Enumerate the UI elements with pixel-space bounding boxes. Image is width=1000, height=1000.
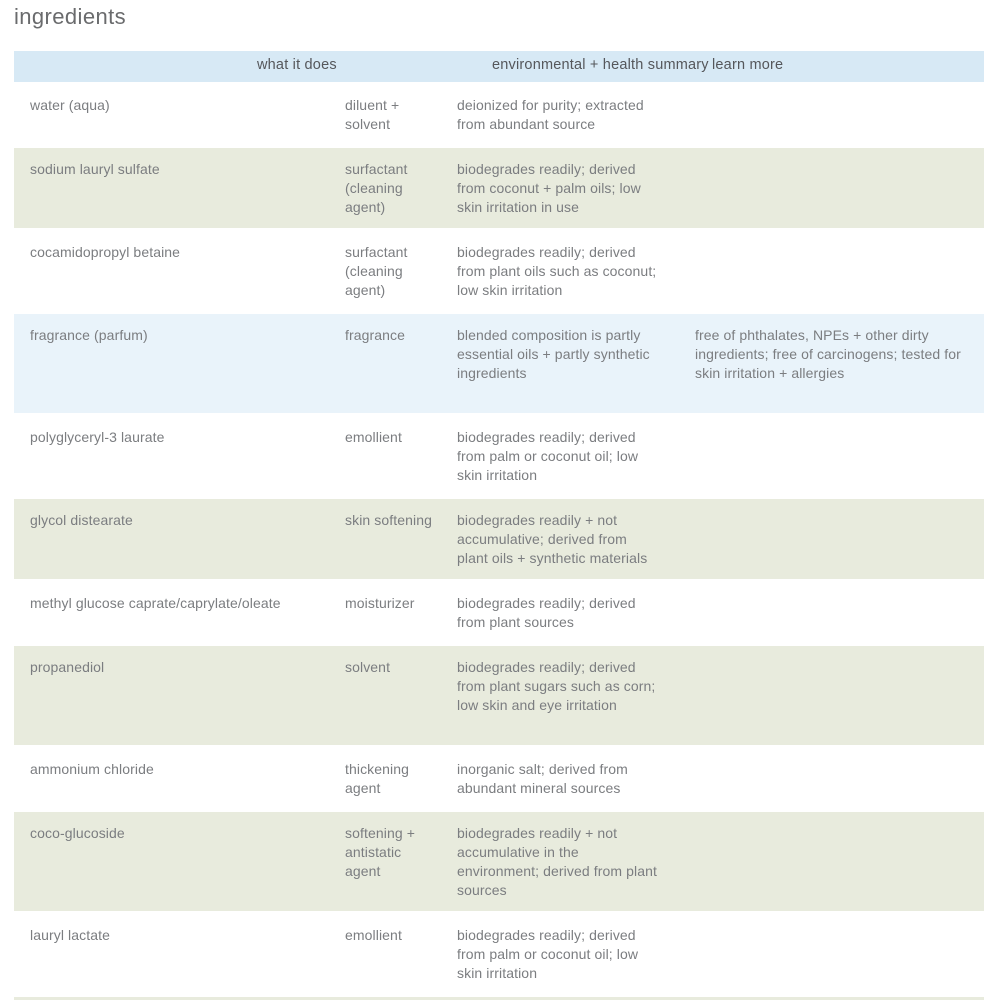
environmental-health-summary-cell: biodegrades readily; derived from plant sugars such as corn; low skin and eye irritation [457,659,656,713]
ingredient-name-cell: cocamidopropyl betaine [30,244,181,260]
learn-more-cell [679,812,984,911]
environmental-health-summary-cell: inorganic salt; derived from abundant mineral sources [457,761,628,796]
ingredient-name-cell: fragrance (parfum) [30,327,148,343]
learn-more-cell [679,148,984,228]
what-it-does-cell: diluent + solvent [345,97,400,132]
learn-more-cell [679,582,984,643]
what-it-does-cell: surfactant (cleaning agent) [345,244,408,298]
table-row [14,582,984,643]
what-it-does-cell: emollient [345,429,402,445]
ingredient-name-cell: polyglyceryl-3 laurate [30,429,165,445]
ingredient-name-cell: coco-glucoside [30,825,125,841]
what-it-does-cell: moisturizer [345,595,415,611]
ingredients-table [14,51,984,1000]
ingredient-name-cell: glycol distearate [30,512,133,528]
what-it-does-cell: skin softening [345,512,433,528]
table-row [14,812,984,911]
what-it-does-cell: softening + antistatic agent [345,825,415,879]
environmental-health-summary-cell: biodegrades readily; derived from plant sources [457,595,636,630]
ingredient-name-cell: methyl glucose caprate/caprylate/oleate [30,595,281,611]
environmental-health-summary-cell: biodegrades readily; derived from palm or coconut oil; low skin irritation [457,429,639,483]
column-header-what-it-does: what it does [257,57,337,73]
table-row [14,499,984,579]
learn-more-cell [679,416,984,496]
ingredient-name-cell: lauryl lactate [30,927,110,943]
ingredient-name-cell: sodium lauryl sulfate [30,161,160,177]
column-header-environmental-health-summary: environmental + health summary [492,57,709,73]
environmental-health-summary-cell: deionized for purity; extracted from abundant source [457,97,644,132]
learn-more-cell [679,84,984,145]
learn-more-cell [679,748,984,809]
what-it-does-cell: surfactant (cleaning agent) [345,161,408,215]
ingredient-name-cell: water (aqua) [30,97,110,113]
table-row [14,748,984,809]
environmental-health-summary-cell: blended composition is partly essential oils + partly synthetic ingredients [457,327,650,381]
environmental-health-summary-cell: biodegrades readily + not accumulative; derived from plant oils + synthetic materials [457,512,648,566]
learn-more-cell [679,499,984,579]
page-title: ingredients [14,4,127,29]
table-row [14,148,984,228]
learn-more-cell [679,914,984,994]
table-row [14,314,984,413]
table-row [14,416,984,496]
table-row [14,646,984,745]
learn-more-cell [679,646,984,745]
table-header-row [14,51,984,82]
table-row [14,914,984,994]
ingredient-name-cell: ammonium chloride [30,761,154,777]
ingredients-table-body [14,84,984,1000]
column-header-learn-more: learn more [712,57,784,73]
environmental-health-summary-cell: biodegrades readily; derived from plant oils such as coconut; low skin irritation [457,244,657,298]
table-row [14,84,984,145]
environmental-health-summary-cell: biodegrades readily; derived from palm or coconut oil; low skin irritation [457,927,639,981]
environmental-health-summary-cell: biodegrades readily + not accumulative in the environment; derived from plant sources [457,825,657,898]
learn-more-cell [679,231,984,311]
what-it-does-cell: solvent [345,659,391,675]
what-it-does-cell: emollient [345,927,402,943]
ingredient-name-cell: propanediol [30,659,105,675]
learn-more-cell: free of phthalates, NPEs + other dirty ingredients; free of carcinogens; tested for skin irritation + allergies [695,327,961,381]
what-it-does-cell: fragrance [345,327,406,343]
environmental-health-summary-cell: biodegrades readily; derived from coconut + palm oils; low skin irritation in use [457,161,641,215]
table-row [14,231,984,311]
what-it-does-cell: thickening agent [345,761,410,796]
